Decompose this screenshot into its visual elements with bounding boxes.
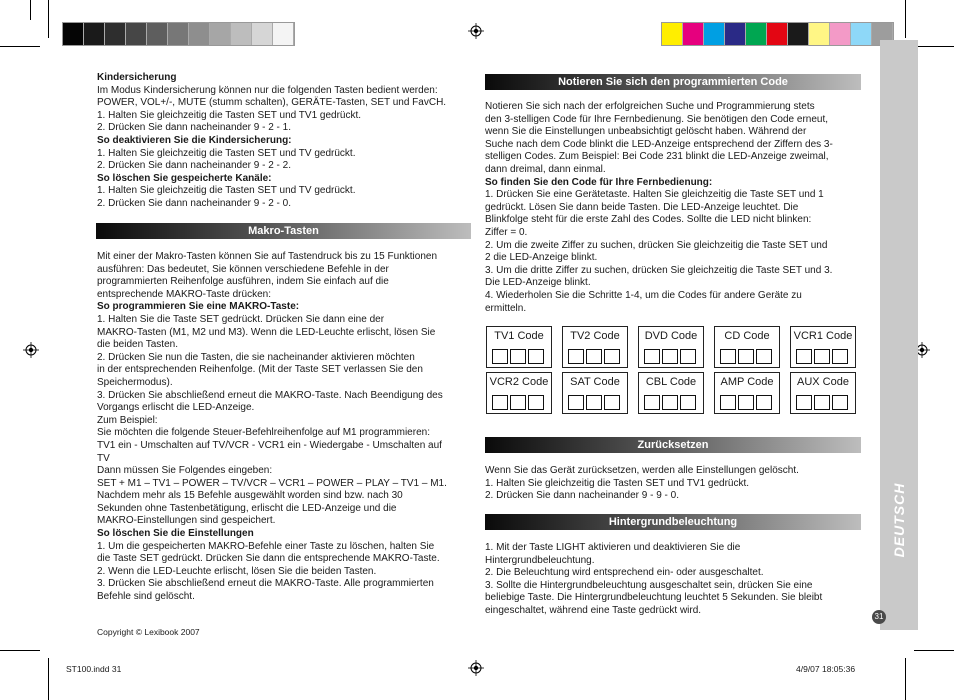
digit-box xyxy=(756,395,772,410)
digit-box xyxy=(662,349,678,364)
text-line: Nachdem mehr als 15 Befehle ausgewählt worden sind bzw. nach 30 xyxy=(97,490,403,502)
language-tab-label: DEUTSCH xyxy=(891,482,907,558)
text-line: 2. Drücken Sie dann nacheinander 9 - 2 - 0. xyxy=(97,197,292,209)
text-line: den 3-stelligen Code für Ihre Fernbedienung. Sie benötigen den Code erneut, xyxy=(485,113,829,125)
text-line: 2. Die Beleuchtung wird entsprechend ein- oder ausgeschaltet. xyxy=(485,567,764,579)
digit-box xyxy=(644,349,660,364)
color-swatch xyxy=(126,23,147,45)
text-line: ermitteln. xyxy=(485,302,527,314)
text-line: 3. Drücken Sie abschließend erneut die MAKRO-Taste. Nach Beendigung des xyxy=(97,389,443,401)
digit-box xyxy=(492,395,508,410)
text-line: Notieren Sie sich nach der erfolgreichen Suche und Programmierung stets xyxy=(485,101,815,112)
text-line: 2. Wenn die LED-Leuchte erlischt, lösen Sie die beiden Tasten. xyxy=(97,565,377,577)
text-line: 3. Um die dritte Ziffer zu suchen, drücken Sie gleichzeitig die Taste SET und 3. xyxy=(485,264,833,276)
crop-mark xyxy=(914,650,954,651)
text-line: MAKRO-Tasten (M1, M2 und M3). Wenn die LED-Leuchte erlischt, lösen Sie xyxy=(97,326,436,338)
crop-mark xyxy=(30,0,31,20)
digit-box xyxy=(586,395,602,410)
color-swatch xyxy=(830,23,851,45)
color-swatch xyxy=(725,23,746,45)
text-line: Vorgangs erlischt die LED-Anzeige. xyxy=(97,402,255,414)
text-line: ausführen: Das bedeutet, Sie können verschiedene Befehle in der xyxy=(97,263,389,275)
copyright: Copyright © Lexibook 2007 xyxy=(97,627,200,637)
code-label: AMP Code xyxy=(720,376,774,388)
color-swatch xyxy=(63,23,84,45)
text-line: Sekunden ohne Tastenbetätigung, erlischt die LED-Anzeige und die xyxy=(97,502,397,514)
color-swatch xyxy=(809,23,830,45)
digit-box xyxy=(832,349,848,364)
text-line: die beiden Tasten. xyxy=(97,339,178,351)
color-swatch xyxy=(767,23,788,45)
digit-box xyxy=(662,395,678,410)
digit-fields xyxy=(720,395,772,410)
digit-box xyxy=(528,395,544,410)
text-line: 1. Halten Sie gleichzeitig die Tasten SET und TV gedrückt. xyxy=(97,147,356,159)
text-line: Die LED-Anzeige blinkt. xyxy=(485,277,591,289)
text-line: beliebige Taste. Die Hintergrundbeleuchtung leuchtet 5 Sekunden. Sie bleibt xyxy=(485,592,823,604)
color-swatch xyxy=(683,23,704,45)
digit-fields xyxy=(492,349,544,364)
hintergrundbeleuchtung-section xyxy=(485,542,865,618)
digit-box xyxy=(720,349,736,364)
text-line: Sie möchten die folgende Steuer-Befehlreihenfolge auf M1 programmieren: xyxy=(97,427,430,439)
code-label: TV2 Code xyxy=(570,330,620,342)
text-line: Suche nach dem Code blinkt die LED-Anzeige entsprechend der Ziffern des 3- xyxy=(485,138,833,150)
crop-mark xyxy=(0,650,40,651)
text-line: 1. Halten Sie gleichzeitig die Tasten SET und TV gedrückt. xyxy=(97,185,356,197)
digit-fields xyxy=(796,395,848,410)
digit-fields xyxy=(568,395,620,410)
code-box-vcr2 xyxy=(486,372,552,414)
color-swatch xyxy=(231,23,252,45)
code-box-cbl xyxy=(638,372,704,414)
digit-box xyxy=(568,395,584,410)
color-swatch xyxy=(273,23,294,45)
digit-box xyxy=(796,395,812,410)
zuruecksetzen-title-bar: Zurücksetzen xyxy=(485,437,861,453)
digit-box xyxy=(738,349,754,364)
text-line: 2. Um die zweite Ziffer zu suchen, drücken Sie gleichzeitig die Taste SET und xyxy=(485,239,828,251)
code-label: CBL Code xyxy=(645,376,697,388)
makro-tasten-title-bar: Makro-Tasten xyxy=(96,223,471,239)
code-label: DVD Code xyxy=(644,330,698,342)
text-line: Speichermodus). xyxy=(97,376,173,388)
text-line: stelligen Codes. Zum Beispiel: Bei Code 231 blinkt die LED-Anzeige zweimal, xyxy=(485,151,829,163)
code-label: VCR1 Code xyxy=(793,330,853,342)
color-swatch xyxy=(704,23,725,45)
code-box-vcr1 xyxy=(790,326,856,368)
text-line: 2. Drücken Sie nun die Tasten, die sie nacheinander aktivieren möchten xyxy=(97,351,415,363)
text-line: die Taste SET gedrückt. Drücken Sie dann die entsprechende MAKRO-Taste. xyxy=(97,553,440,565)
code-box-tv2 xyxy=(562,326,628,368)
digit-fields xyxy=(568,349,620,364)
makro-section xyxy=(97,251,472,604)
digit-fields xyxy=(720,349,772,364)
code-box-tv1 xyxy=(486,326,552,368)
digit-box xyxy=(644,395,660,410)
text-line: Mit einer der Makro-Tasten können Sie auf Tastendruck bis zu 15 Funktionen xyxy=(97,251,437,262)
color-swatch xyxy=(252,23,273,45)
digit-box xyxy=(814,349,830,364)
text-line: 2. Drücken Sie dann nacheinander 9 - 2 - 2. xyxy=(97,160,292,172)
text-line: 1. Mit der Taste LIGHT aktivieren und deaktivieren Sie die xyxy=(485,542,741,553)
digit-box xyxy=(680,349,696,364)
digit-fields xyxy=(492,395,544,410)
notieren-section xyxy=(485,101,865,315)
text-line: Befehle sind gelöscht. xyxy=(97,591,195,603)
code-box-cd xyxy=(714,326,780,368)
digit-box xyxy=(832,395,848,410)
text-line: 1. Halten Sie gleichzeitig die Tasten SET und TV1 gedrückt. xyxy=(97,109,362,121)
text-line: Zum Beispiel: xyxy=(97,414,158,426)
zuruecksetzen-section xyxy=(485,465,865,503)
color-calibration-bar xyxy=(661,22,894,46)
color-swatch xyxy=(746,23,767,45)
code-label: AUX Code xyxy=(797,376,849,388)
registration-mark-icon xyxy=(23,342,39,358)
text-line: entsprechende MAKRO-Taste drücken: xyxy=(97,288,271,300)
code-label: VCR2 Code xyxy=(489,376,549,388)
subheading: So deaktivieren Sie die Kindersicherung: xyxy=(97,134,292,146)
text-line: 1. Um die gespeicherten MAKRO-Befehle einer Taste zu löschen, halten Sie xyxy=(97,540,435,552)
text-line: eingeschaltet, während eine Taste gedrückt wird. xyxy=(485,604,702,616)
text-line: POWER, VOL+/-, MUTE (stumm schalten), GERÄTE-Tasten, SET und FavCH. xyxy=(97,97,447,109)
color-swatch xyxy=(210,23,231,45)
color-swatch xyxy=(84,23,105,45)
text-line: MAKRO-Einstellungen sind gespeichert. xyxy=(97,515,276,527)
digit-box xyxy=(814,395,830,410)
digit-box xyxy=(528,349,544,364)
slug-filename: ST100.indd 31 xyxy=(66,664,122,674)
subheading: So löschen Sie gespeicherte Kanäle: xyxy=(97,172,272,184)
digit-fields xyxy=(644,349,696,364)
text-line: 1. Drücken Sie eine Gerätetaste. Halten Sie gleichzeitig die Taste SET und 1 xyxy=(485,189,824,201)
text-line: 1. Halten Sie gleichzeitig die Tasten SET und TV1 gedrückt. xyxy=(485,477,750,489)
text-line: 1. Halten Sie die Taste SET gedrückt. Drücken Sie dann eine der xyxy=(97,313,385,325)
digit-box xyxy=(510,349,526,364)
text-line: 2. Drücken Sie dann nacheinander 9 - 2 - 1. xyxy=(97,122,292,134)
code-label: TV1 Code xyxy=(494,330,544,342)
digit-box xyxy=(604,349,620,364)
slug-timestamp: 4/9/07 18:05:36 xyxy=(796,664,856,674)
text-line: 2. Drücken Sie dann nacheinander 9 - 9 - 0. xyxy=(485,490,680,502)
subheading: So löschen Sie die Einstellungen xyxy=(97,528,254,540)
digit-box xyxy=(756,349,772,364)
crop-mark xyxy=(914,46,954,47)
section-heading: Kindersicherung xyxy=(97,72,177,83)
gray-calibration-bar xyxy=(62,22,295,46)
color-swatch xyxy=(105,23,126,45)
color-swatch xyxy=(662,23,683,45)
code-label: CD Code xyxy=(724,330,770,342)
text-line: Hintergrundbeleuchtung. xyxy=(485,554,595,566)
color-swatch xyxy=(189,23,210,45)
subheading: So programmieren Sie eine MAKRO-Taste: xyxy=(97,301,300,313)
text-line: 3. Sollte die Hintergrundbeleuchtung ausgeschaltet sein, drücken Sie eine xyxy=(485,579,813,591)
crop-mark xyxy=(0,46,40,47)
code-box-sat xyxy=(562,372,628,414)
digit-box xyxy=(568,349,584,364)
text-line: programmierten Reihenfolge ausführen, indem Sie einfach auf die xyxy=(97,276,389,288)
code-box-amp xyxy=(714,372,780,414)
text-line: Ziffer = 0. xyxy=(485,226,528,238)
crop-mark xyxy=(905,658,906,700)
hintergrundbeleuchtung-title-bar: Hintergrundbeleuchtung xyxy=(485,514,861,530)
color-swatch xyxy=(851,23,872,45)
digit-box xyxy=(510,395,526,410)
digit-fields xyxy=(796,349,848,364)
text-line: wenn Sie die Einstellungen unbeabsichtigt gelöscht haben. Während der xyxy=(485,126,807,138)
text-line: 2 die LED-Anzeige blinkt. xyxy=(485,252,598,264)
crop-mark xyxy=(48,0,49,38)
text-line: Dann müssen Sie Folgendes eingeben: xyxy=(97,465,273,477)
notieren-title-bar: Notieren Sie sich den programmierten Code xyxy=(485,74,861,90)
registration-mark-icon xyxy=(468,660,484,676)
crop-mark xyxy=(48,658,49,700)
registration-mark-icon xyxy=(468,23,484,39)
digit-box xyxy=(738,395,754,410)
text-line: 4. Wiederholen Sie die Schritte 1-4, um die Codes für andere Geräte zu xyxy=(485,289,802,301)
color-swatch xyxy=(147,23,168,45)
digit-box xyxy=(796,349,812,364)
subheading: So finden Sie den Code für Ihre Fernbedienung: xyxy=(485,176,713,188)
color-swatch xyxy=(788,23,809,45)
kindersicherung-section xyxy=(97,72,472,211)
text-line: 3. Drücken Sie abschließend erneut die MAKRO-Taste. Alle programmierten xyxy=(97,578,434,590)
text-line: in der entsprechenden Reihenfolge. (Mit der Taste SET verlassen Sie den xyxy=(97,364,423,376)
text-line: dann dreimal, dann einmal. xyxy=(485,163,606,175)
digit-box xyxy=(604,395,620,410)
code-box-aux xyxy=(790,372,856,414)
digit-box xyxy=(680,395,696,410)
color-swatch xyxy=(168,23,189,45)
text-line: TV xyxy=(97,452,110,464)
digit-box xyxy=(492,349,508,364)
page-number: 31 xyxy=(872,610,886,624)
code-box-dvd xyxy=(638,326,704,368)
text-line: SET + M1 – TV1 – POWER – TV/VCR – VCR1 – POWER – PLAY – TV1 – M1. xyxy=(97,477,447,489)
text-line: Im Modus Kindersicherung können nur die folgenden Tasten bedient werden: xyxy=(97,84,438,96)
crop-mark xyxy=(905,0,906,38)
digit-fields xyxy=(644,395,696,410)
text-line: Blinkfolge steht für die erste Zahl des Codes. Sollte die LED nicht blinken: xyxy=(485,214,812,226)
code-label: SAT Code xyxy=(570,376,620,388)
text-line: Wenn Sie das Gerät zurücksetzen, werden alle Einstellungen gelöscht. xyxy=(485,465,799,476)
text-line: gedrückt. Lösen Sie dann beide Tasten. Die LED-Anzeige leuchtet. Die xyxy=(485,201,799,213)
code-record-grid xyxy=(485,326,860,416)
digit-box xyxy=(720,395,736,410)
text-line: TV1 ein - Umschalten auf TV/VCR - VCR1 ein - Wiedergabe - Umschalten auf xyxy=(97,439,442,451)
digit-box xyxy=(586,349,602,364)
